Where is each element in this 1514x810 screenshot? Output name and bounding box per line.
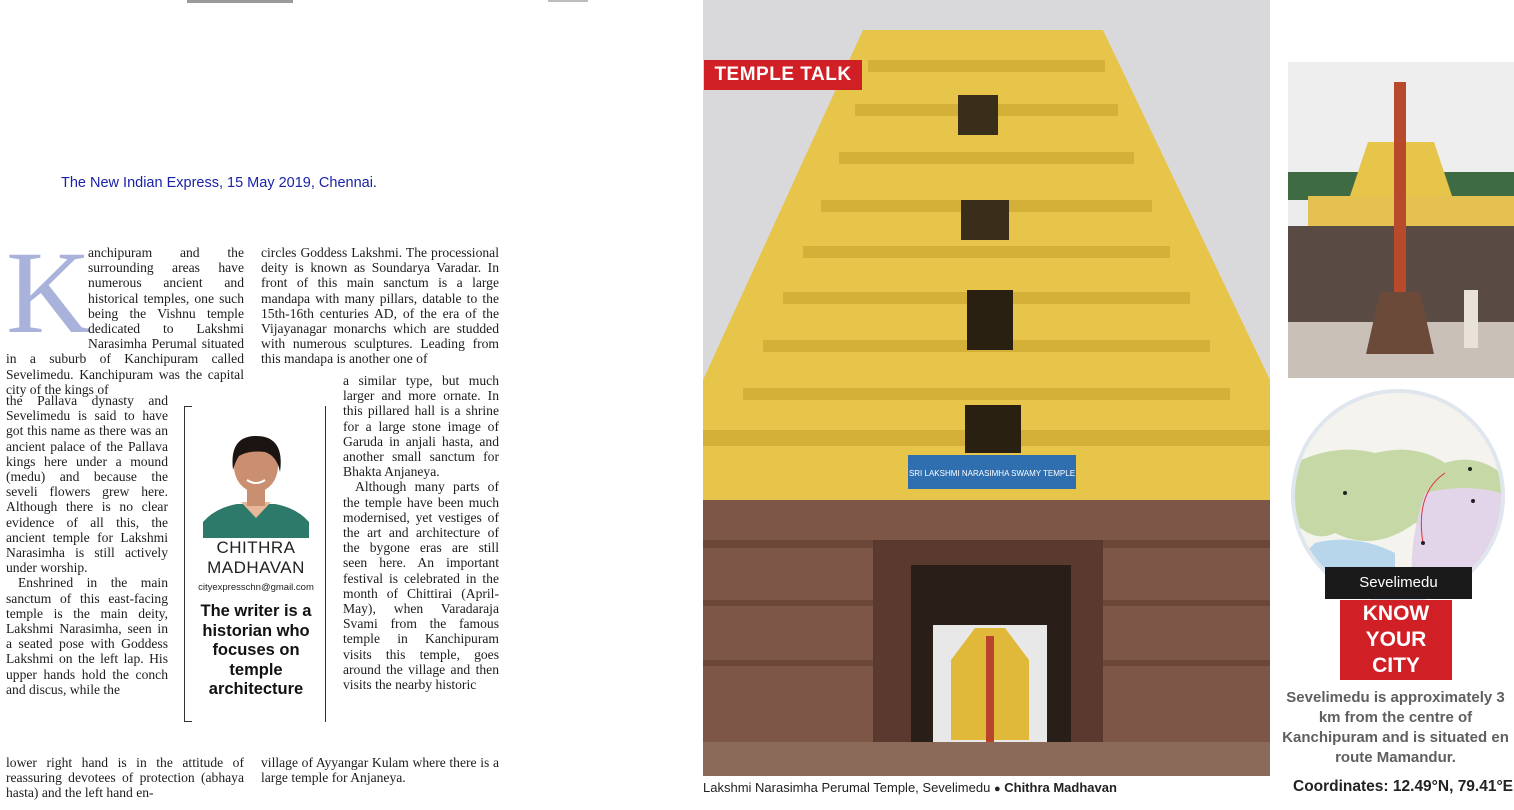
author-bio: The writer is a historian who focuses on temple architecture [200,602,312,698]
source-citation: The New Indian Express, 15 May 2019, Chennai. [61,175,377,191]
article-paragraph: Enshrined in the main sanctum of this east-facing temple is the main deity, Lakshmi Narasimha, seen in a seated pose with Goddess Lakshmi on the left lap. His upper hands hold the conch and discus, while the [6,575,168,697]
article-column [6,227,244,397]
author-email: cityexpresschn@gmail.com [198,582,314,593]
temple-signboard: SRI LAKSHMI NARASIMHA SWAMY TEMPLE [908,469,1076,478]
article-paragraph: village of Ayyangar Kulam where there is a large temple for Anjaneya. [261,755,499,786]
caption-text: Lakshmi Narasimha Perumal Temple, Sevelimedu [703,780,991,795]
bullet-icon: ● [993,783,1001,795]
drop-cap: K [6,227,92,358]
photo-credit: Chithra Madhavan [1004,780,1117,795]
top-rule [548,0,588,2]
temple-photo [703,0,1270,776]
article-column [6,393,168,697]
article-column [261,755,499,785]
article-column [343,373,499,692]
badge-line: CITY [1372,654,1420,677]
article-paragraph: circles Goddess Lakshmi. The processional deity is known as Soundarya Varadar. In front of this main sanctum is a large mandapa with many pillars, datable to the 15th-16th centuries AD, of the era of the Vijayanagar monarchs which are studded with numerous sculptures. Leading from this mandapa is another one of [261,245,499,367]
photo-caption [703,780,1117,795]
badge-line: YOUR [1365,628,1427,651]
coordinates: Coordinates: 12.49°N, 79.41°E [1293,778,1514,795]
author-box [184,406,326,722]
badge-line: KNOW [1362,602,1430,625]
article-column [6,755,244,801]
know-your-city-badge [1340,600,1452,680]
map-location-label: Sevelimedu [1325,567,1472,599]
author-photo [203,426,309,538]
location-description: Sevelimedu is approximately 3 km from the centre of Kanchipuram and is situated en route Mamandur. [1282,689,1509,766]
article-paragraph: lower right hand is in the attitude of reassuring devotees of protection (abhaya hasta) and the left hand en- [6,755,244,801]
article-column [261,245,499,367]
article-paragraph: the Pallava dynasty and Sevelimedu is said to have got this name as there was an ancient palace of the Pallava kings here under a mound (medu) and because the seveli flowers grew here. Although there is no clear evidence of all this, the ancient temple for Lakshmi Narasimha is still actively under worship. [6,393,168,576]
section-label: TEMPLE TALK [704,60,862,90]
author-name: CHITHRA [216,538,296,557]
author-name: MADHAVAN [207,558,305,577]
article-paragraph: Although many parts of the temple have been much modernised, yet vestiges of the art and architecture of the bygone eras are still seen here. An important festival is celebrated in the month of Chittirai (April-May), when Varadaraja Svami from the famous temple in Kanchipuram visits this temple, goes around the village and then visits the nearby historic [343,479,499,693]
article-paragraph: anchipuram and the surrounding areas have numerous ancient and historical temples, one such being the Vishnu temple dedicated to Lakshmi Narasimha Perumal situated in a suburb of Kanchipuram called Sevelimedu. Kanchipuram was the capital city of the kings of [6,245,244,397]
temple-pillar-photo [1288,62,1514,378]
article-paragraph: a similar type, but much larger and more ornate. In this pillared hall is a shrine for a large stone image of Garuda in anjali hasta, and another small sanctum for Bhakta Anjaneya. [343,373,499,480]
top-rule [187,0,293,3]
